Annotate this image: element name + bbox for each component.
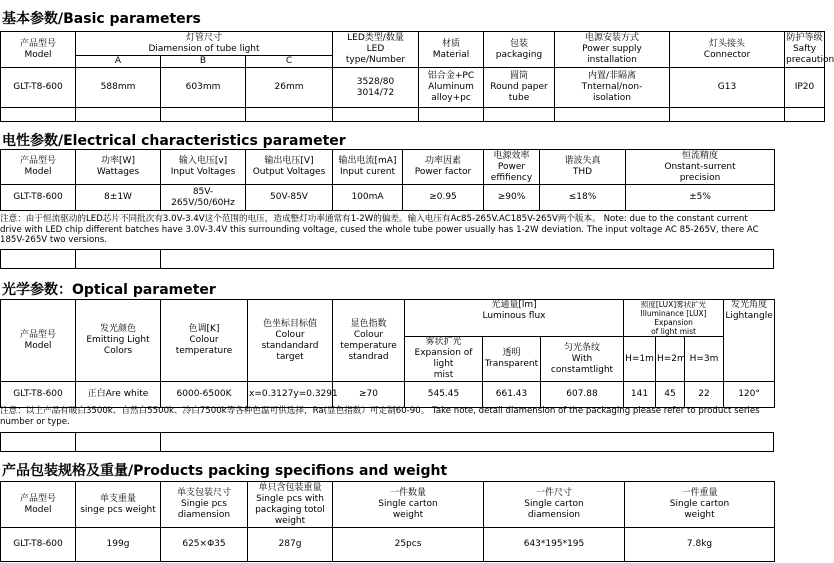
packing-section-title: 产品包装规格及重量/Products packing specifions and weight	[2, 463, 448, 479]
electrical-spacer-row	[0, 249, 774, 269]
cell-input-voltage: 85V-265V/50/60Hz	[161, 185, 246, 211]
electrical-table	[0, 149, 775, 211]
header-carton-dimension: 一件尺寸 Single carton diamension	[484, 482, 625, 528]
header-model: 产品型号 Model	[1, 150, 76, 185]
header-carton-weight: 一件重量 Single carton weight	[625, 482, 775, 528]
header-constant-light: 匀光条纹 With constamtlight	[541, 337, 624, 382]
cell-model: GLT-T8-600	[1, 382, 76, 408]
cell-efficiency: ≥90%	[484, 185, 540, 211]
cell-a: 588mm	[76, 68, 161, 108]
cell-mist: 545.45	[405, 382, 483, 408]
header-light-color: 发光颜色 Emitting Light Colors	[76, 300, 161, 382]
electrical-note: 注意：由于恒流驱动的LED芯片不同批次有3.0V-3.4V这个范围的电压，造成整灯功率通常有1-2W的偏差。输入电压有Ac85-265V.AC185V-265V两个版本。 Note: due to the constant current drive with LED chip different batches have 3.0V-3.4V this surrounding voltage, cused the whole tube power usually has 1-2W deviation. The input voltage AC 85-265V, there AC 185V-265V two versions.	[0, 214, 759, 245]
optical-note: 注意：以上产品有暖白3500k、自然白5500k、冷白7500k等各种色温可供选择，Ra(显色指数）可定制60-90。 Take note, detail diamension of the packaging please refer to product series number or type.	[0, 406, 760, 427]
header-model: 产品型号 Model	[1, 482, 76, 528]
basic-parameters-table	[0, 31, 834, 122]
cell-model: GLT-T8-600	[1, 528, 76, 562]
header-input-voltage: 输入电压[v] Input Voltages	[161, 150, 246, 185]
header-wattage: 功率[W] Wattages	[76, 150, 161, 185]
header-colour-target: 色坐标目标值 Colour standandard target	[248, 300, 333, 382]
cell-ip: IP20	[785, 68, 825, 108]
cell-colour-temperature: 6000-6500K	[161, 382, 248, 408]
cell-b: 603mm	[161, 68, 246, 108]
header-carton-quantity: 一件数量 Single carton weight	[333, 482, 484, 528]
cell-thd: ≤18%	[540, 185, 626, 211]
header-single-dimension: 单支包装尺寸 Singie pcs diamension	[161, 482, 248, 528]
cell-wattage: 8±1W	[76, 185, 161, 211]
cell-precision: ±5%	[626, 185, 775, 211]
header-precision: 恒流精度 Onstant-surrent precision	[626, 150, 775, 185]
header-light-angle: 发光角度 Lightangle	[724, 300, 775, 382]
cell-constant-light: 607.88	[541, 382, 624, 408]
table-row	[1, 528, 775, 562]
cell-model: GLT-T8-600	[1, 68, 76, 108]
header-single-weight: 单支重量 singe pcs weight	[76, 482, 161, 528]
cell-h3: 22	[685, 382, 724, 408]
cell-connector: G13	[670, 68, 785, 108]
header-model: 产品型号 Model	[1, 32, 76, 68]
cell-model: GLT-T8-600	[1, 185, 76, 211]
header-model: 产品型号 Model	[1, 300, 76, 382]
optical-section-title: 光学参数：Optical parameter	[2, 282, 216, 298]
cell-light-angle: 120°	[724, 382, 775, 408]
packing-table	[0, 481, 775, 562]
header-cri: 显色指数 Colour temperature standrad	[333, 300, 405, 382]
cell-cri: ≥70	[333, 382, 405, 408]
cell-light-color: 正白Are white	[76, 382, 161, 408]
header-protection: 防护等级 Safty precaution	[785, 32, 825, 68]
electrical-section-title: 电性参数/Electrical characteristics parameter	[2, 133, 346, 149]
cell-single-packed-weight: 287g	[248, 528, 333, 562]
header-a: A	[76, 56, 161, 68]
cell-single-dimension: 625×Φ35	[161, 528, 248, 562]
header-c: C	[246, 56, 333, 68]
cell-packaging: 圆筒 Round paper tube	[484, 68, 555, 108]
header-b: B	[161, 56, 246, 68]
header-single-packed-weight: 单只含包装重量 Single pcs with packaging totol weight	[248, 482, 333, 528]
optical-table	[0, 299, 775, 408]
header-colour-temperature: 色调[K] Colour temperature	[161, 300, 248, 382]
table-row	[1, 382, 775, 408]
cell-material: 铝合金+PC Aluminum alloy+pc	[419, 68, 484, 108]
header-current: 输出电流[mA] Input curent	[333, 150, 403, 185]
cell-carton-weight: 7.8kg	[625, 528, 775, 562]
table-row	[1, 185, 775, 211]
optical-spacer-row	[0, 432, 774, 452]
header-luminous-flux: 光通量[lm] Luminous flux	[405, 300, 624, 337]
header-transparent: 透明 Transparent	[483, 337, 541, 382]
cell-transparent: 661.43	[483, 382, 541, 408]
basic-section-title: 基本参数/Basic parameters	[2, 11, 201, 27]
cell-single-weight: 199g	[76, 528, 161, 562]
cell-carton-dimension: 643*195*195	[484, 528, 625, 562]
header-packaging: 包装 packaging	[484, 32, 555, 68]
header-tube-dimension: 灯管尺寸 Diamension of tube light	[76, 32, 333, 56]
cell-h1: 141	[624, 382, 656, 408]
header-output-voltage: 输出电压[V] Output Voltages	[246, 150, 333, 185]
header-power-factor: 功率因素 Power factor	[403, 150, 484, 185]
header-h2: H=2m	[656, 337, 685, 382]
cell-output-voltage: 50V-85V	[246, 185, 333, 211]
header-efficiency: 电源效率 Power effifiency	[484, 150, 540, 185]
cell-current: 100mA	[333, 185, 403, 211]
cell-h2: 45	[656, 382, 685, 408]
header-mist: 雾状扩光 Expansion of light mist	[405, 337, 483, 382]
header-thd: 谐波失真 THD	[540, 150, 626, 185]
cell-led: 3528/80 3014/72	[333, 68, 419, 108]
cell-c: 26mm	[246, 68, 333, 108]
header-h1: H=1m	[624, 337, 656, 382]
header-led-type: LED类型/数量 LED type/Number	[333, 32, 419, 68]
table-row	[1, 68, 825, 108]
cell-power: 内置/非隔离 Tnternal/non- isolation	[555, 68, 670, 108]
header-material: 材质 Material	[419, 32, 484, 68]
header-connector: 灯头接头 Connector	[670, 32, 785, 68]
header-h3: H=3m	[685, 337, 724, 382]
header-illuminance: 照度[LUX]雾状扩光 Illuminance [LUX] Expansion of light mist	[624, 300, 724, 337]
cell-power-factor: ≥0.95	[403, 185, 484, 211]
header-power-supply: 电源安装方式 Power supply installation	[555, 32, 670, 68]
cell-colour-target: x=0.3127y=0.3291	[248, 382, 333, 408]
cell-carton-quantity: 25pcs	[333, 528, 484, 562]
